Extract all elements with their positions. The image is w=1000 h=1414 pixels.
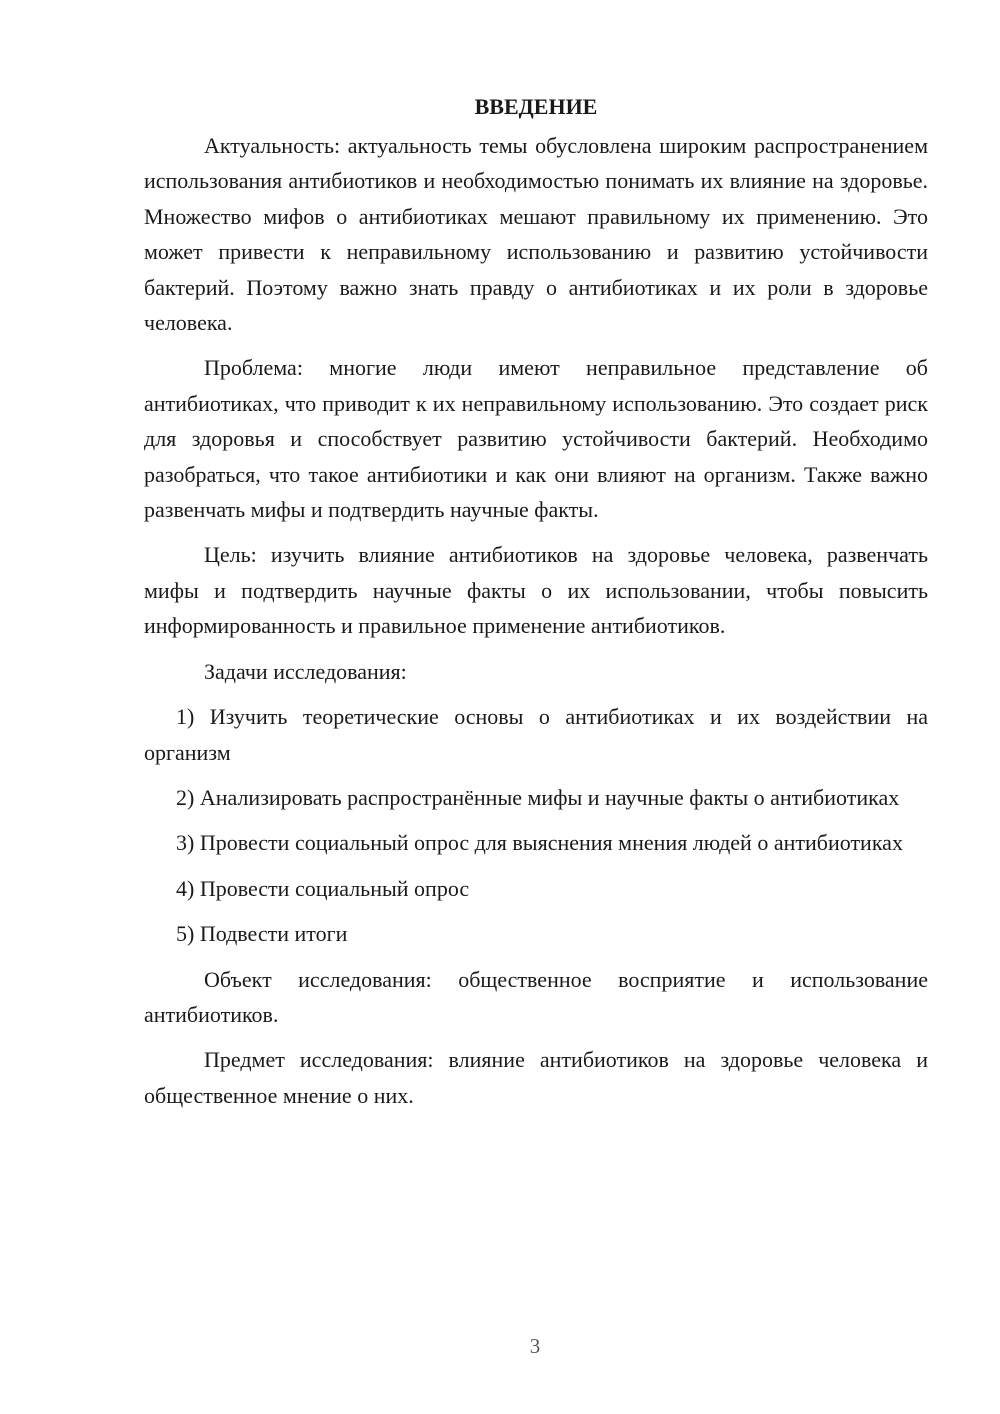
task-item-1: 1) Изучить теоретические основы о антибиотиках и их воздействии на организм — [144, 704, 928, 765]
task-item-2: 2) Анализировать распространённые мифы и научные факты о антибиотиках — [176, 784, 900, 810]
tasks-heading: Задачи исследования: — [204, 658, 407, 684]
relevance-paragraph: Актуальность: актуальность темы обусловлена широким распространением использования антибиотиков и необходимостью понимать их влияние на здоровье. Множество мифов о антибиотиках мешают правильному их применению. Это может привести к неправильному использованию и развитию устойчивости бактерий. Поэтому важно знать правду о антибиотиках и их роли в здоровье человека. — [144, 133, 928, 336]
task-item-3: 3) Провести социальный опрос для выяснения мнения людей о антибиотиках — [176, 830, 903, 856]
goal-paragraph: Цель: изучить влияние антибиотиков на здоровье человека, развенчать мифы и подтвердить научные факты о их использовании, чтобы повысить информированность и правильное применение антибиотиков. — [144, 542, 928, 639]
task-item-4: 4) Провести социальный опрос — [176, 875, 470, 901]
page-number: 3 — [529, 1334, 541, 1358]
object-paragraph: Объект исследования: общественное восприятие и использование антибиотиков. — [144, 966, 928, 1027]
task-item-5: 5) Подвести итоги — [176, 921, 348, 947]
section-heading: ВВЕДЕНИЕ — [474, 94, 598, 119]
subject-paragraph: Предмет исследования: влияние антибиотиков на здоровье человека и общественное мнение о них. — [144, 1047, 928, 1108]
document-page — [144, 92, 928, 1123]
problem-paragraph: Проблема: многие люди имеют неправильное представление об антибиотиках, что приводит к их неправильному использованию. Это создает риск для здоровья и способствует развитию устойчивости бактерий. Необходимо разобраться, что такое антибиотики и как они влияют на организм. Также важно развенчать мифы и подтвердить научные факты. — [144, 355, 928, 523]
